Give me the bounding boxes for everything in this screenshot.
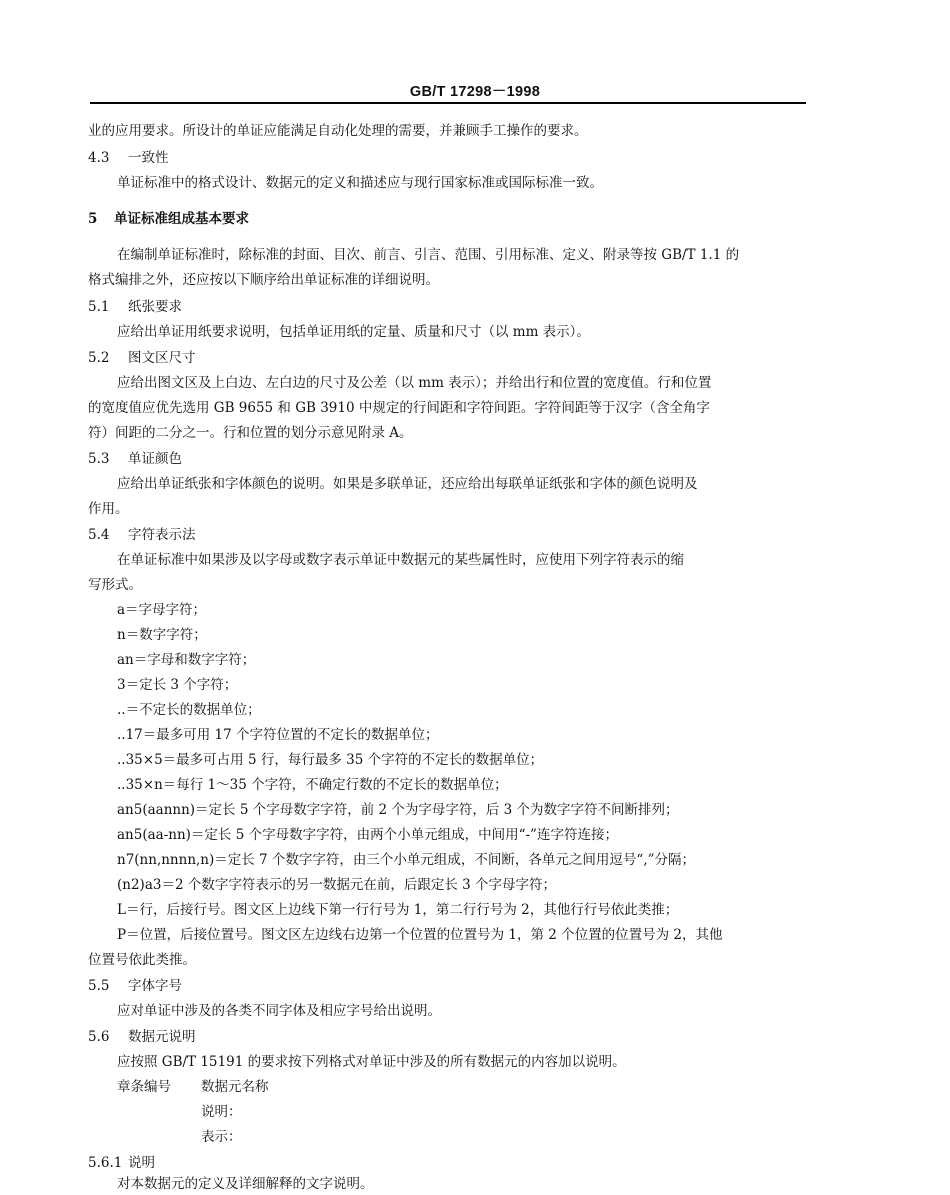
text-line: 对本数据元的定义及详细解释的文字说明。 [117, 1176, 374, 1192]
section-heading-5-2 [88, 349, 196, 367]
header-rule [90, 102, 806, 104]
section-number: 5.2 [88, 350, 110, 366]
code-definition: ..35×n＝每行 1～35 个字符，不确定行数的不定长的数据单位； [117, 777, 508, 793]
section-number: 4.3 [88, 150, 110, 166]
code-definition: ..35×5＝最多可占用 5 行，每行最多 35 个字符的不定长的数据单位； [117, 752, 544, 768]
section-title: 字体字号 [128, 978, 182, 994]
section-title: 单证标准组成基本要求 [114, 211, 249, 227]
section-number: 5.3 [88, 451, 110, 467]
code-definition: n7(nn,nnnn,n)＝定长 7 个数字字符，由三个小单元组成，不间断，各单元之间用逗号“,”分隔； [117, 852, 696, 868]
code-definition: n＝数字字符； [117, 627, 207, 643]
code-definition: an＝字母和数字字符； [117, 652, 256, 668]
section-heading-5-3 [88, 450, 182, 468]
text-line: 单证标准中的格式设计、数据元的定义和描述应与现行国家标准或国际标准一致。 [117, 175, 603, 191]
code-definition: L＝行，后接行号。图文区上边线下第一行行号为 1，第二行行号为 2，其他行行号依此类推； [117, 902, 679, 918]
text-line: 应给出单证纸张和字体颜色的说明。如果是多联单证，还应给出每联单证纸张和字体的颜色说明及 [117, 476, 698, 492]
text-line: 格式编排之外，还应按以下顺序给出单证标准的详细说明。 [88, 272, 439, 288]
section-number: 5.4 [88, 527, 110, 543]
template-clause-label: 章条编号 [117, 1079, 171, 1095]
section-title: 说明 [128, 1155, 155, 1171]
text-line: 应按照 GB/T 15191 的要求按下列格式对单证中涉及的所有数据元的内容加以说明。 [117, 1054, 626, 1070]
code-definition: (n2)a3＝2 个数字字符表示的另一数据元在前，后跟定长 3 个字母字符； [117, 877, 557, 893]
section-title: 图文区尺寸 [128, 350, 196, 366]
code-definition: 位置号依此类推。 [88, 952, 196, 968]
text-line: 应对单证中涉及的各类不同字体及相应字号给出说明。 [117, 1003, 441, 1019]
section-heading-5-5 [88, 977, 182, 995]
text-line: 作用。 [88, 501, 129, 517]
section-heading-5-4 [88, 526, 196, 544]
code-definition: ..＝不定长的数据单位； [117, 702, 261, 718]
template-name-label: 数据元名称 [201, 1079, 269, 1095]
section-number: 5.1 [88, 299, 110, 315]
code-definition: an5(aa-nn)＝定长 5 个字母数字字符，由两个小单元组成，中间用“-”连字符连接； [117, 827, 618, 843]
code-definition: an5(aannn)＝定长 5 个字母数字字符，前 2 个为字母字符，后 3 个为数字字符不间断排列； [117, 802, 679, 818]
section-title: 一致性 [128, 150, 169, 166]
section-title: 单证颜色 [128, 451, 182, 467]
section-number: 5.6 [88, 1029, 110, 1045]
section-number: 5 [88, 211, 98, 227]
text-line: 在单证标准中如果涉及以字母或数字表示单证中数据元的某些属性时，应使用下列字符表示的缩 [117, 552, 684, 568]
section-heading-5 [88, 210, 249, 228]
section-title: 纸张要求 [128, 299, 182, 315]
template-description-label: 说明： [201, 1104, 242, 1120]
section-heading-5-6-1 [88, 1154, 155, 1172]
text-line: 应给出单证用纸要求说明，包括单证用纸的定量、质量和尺寸（以 mm 表示）。 [117, 324, 590, 340]
text-line: 在编制单证标准时，除标准的封面、目次、前言、引言、范围、引用标准、定义、附录等按 GB/T 1.1 的 [117, 247, 740, 263]
section-title: 数据元说明 [128, 1029, 196, 1045]
text-line: 应给出图文区及上白边、左白边的尺寸及公差（以 mm 表示）；并给出行和位置的宽度值。行和位置 [117, 375, 712, 391]
page-header-code: GB/T 17298－1998 [409, 84, 541, 100]
section-number: 5.6.1 [88, 1155, 123, 1171]
text-line: 业的应用要求。所设计的单证应能满足自动化处理的需要，并兼顾手工操作的要求。 [88, 123, 588, 139]
text-line: 的宽度值应优先选用 GB 9655 和 GB 3910 中规定的行间距和字符间距。字符间距等于汉字（含全角字 [88, 400, 710, 416]
code-definition: ..17＝最多可用 17 个字符位置的不定长的数据单位； [117, 727, 439, 743]
code-definition: 3＝定长 3 个字符； [117, 677, 238, 693]
code-definition: a＝字母字符； [117, 602, 207, 618]
section-number: 5.5 [88, 978, 110, 994]
text-line: 符）间距的二分之一。行和位置的划分示意见附录 A。 [88, 425, 413, 441]
section-heading-4-3 [88, 149, 169, 167]
code-definition: P＝位置，后接位置号。图文区左边线右边第一个位置的位置号为 1，第 2 个位置的位置号为 2，其他 [117, 927, 723, 943]
section-heading-5-6 [88, 1028, 196, 1046]
section-heading-5-1 [88, 298, 182, 316]
template-representation-label: 表示： [201, 1129, 242, 1145]
section-title: 字符表示法 [128, 527, 196, 543]
text-line: 写形式。 [88, 577, 142, 593]
